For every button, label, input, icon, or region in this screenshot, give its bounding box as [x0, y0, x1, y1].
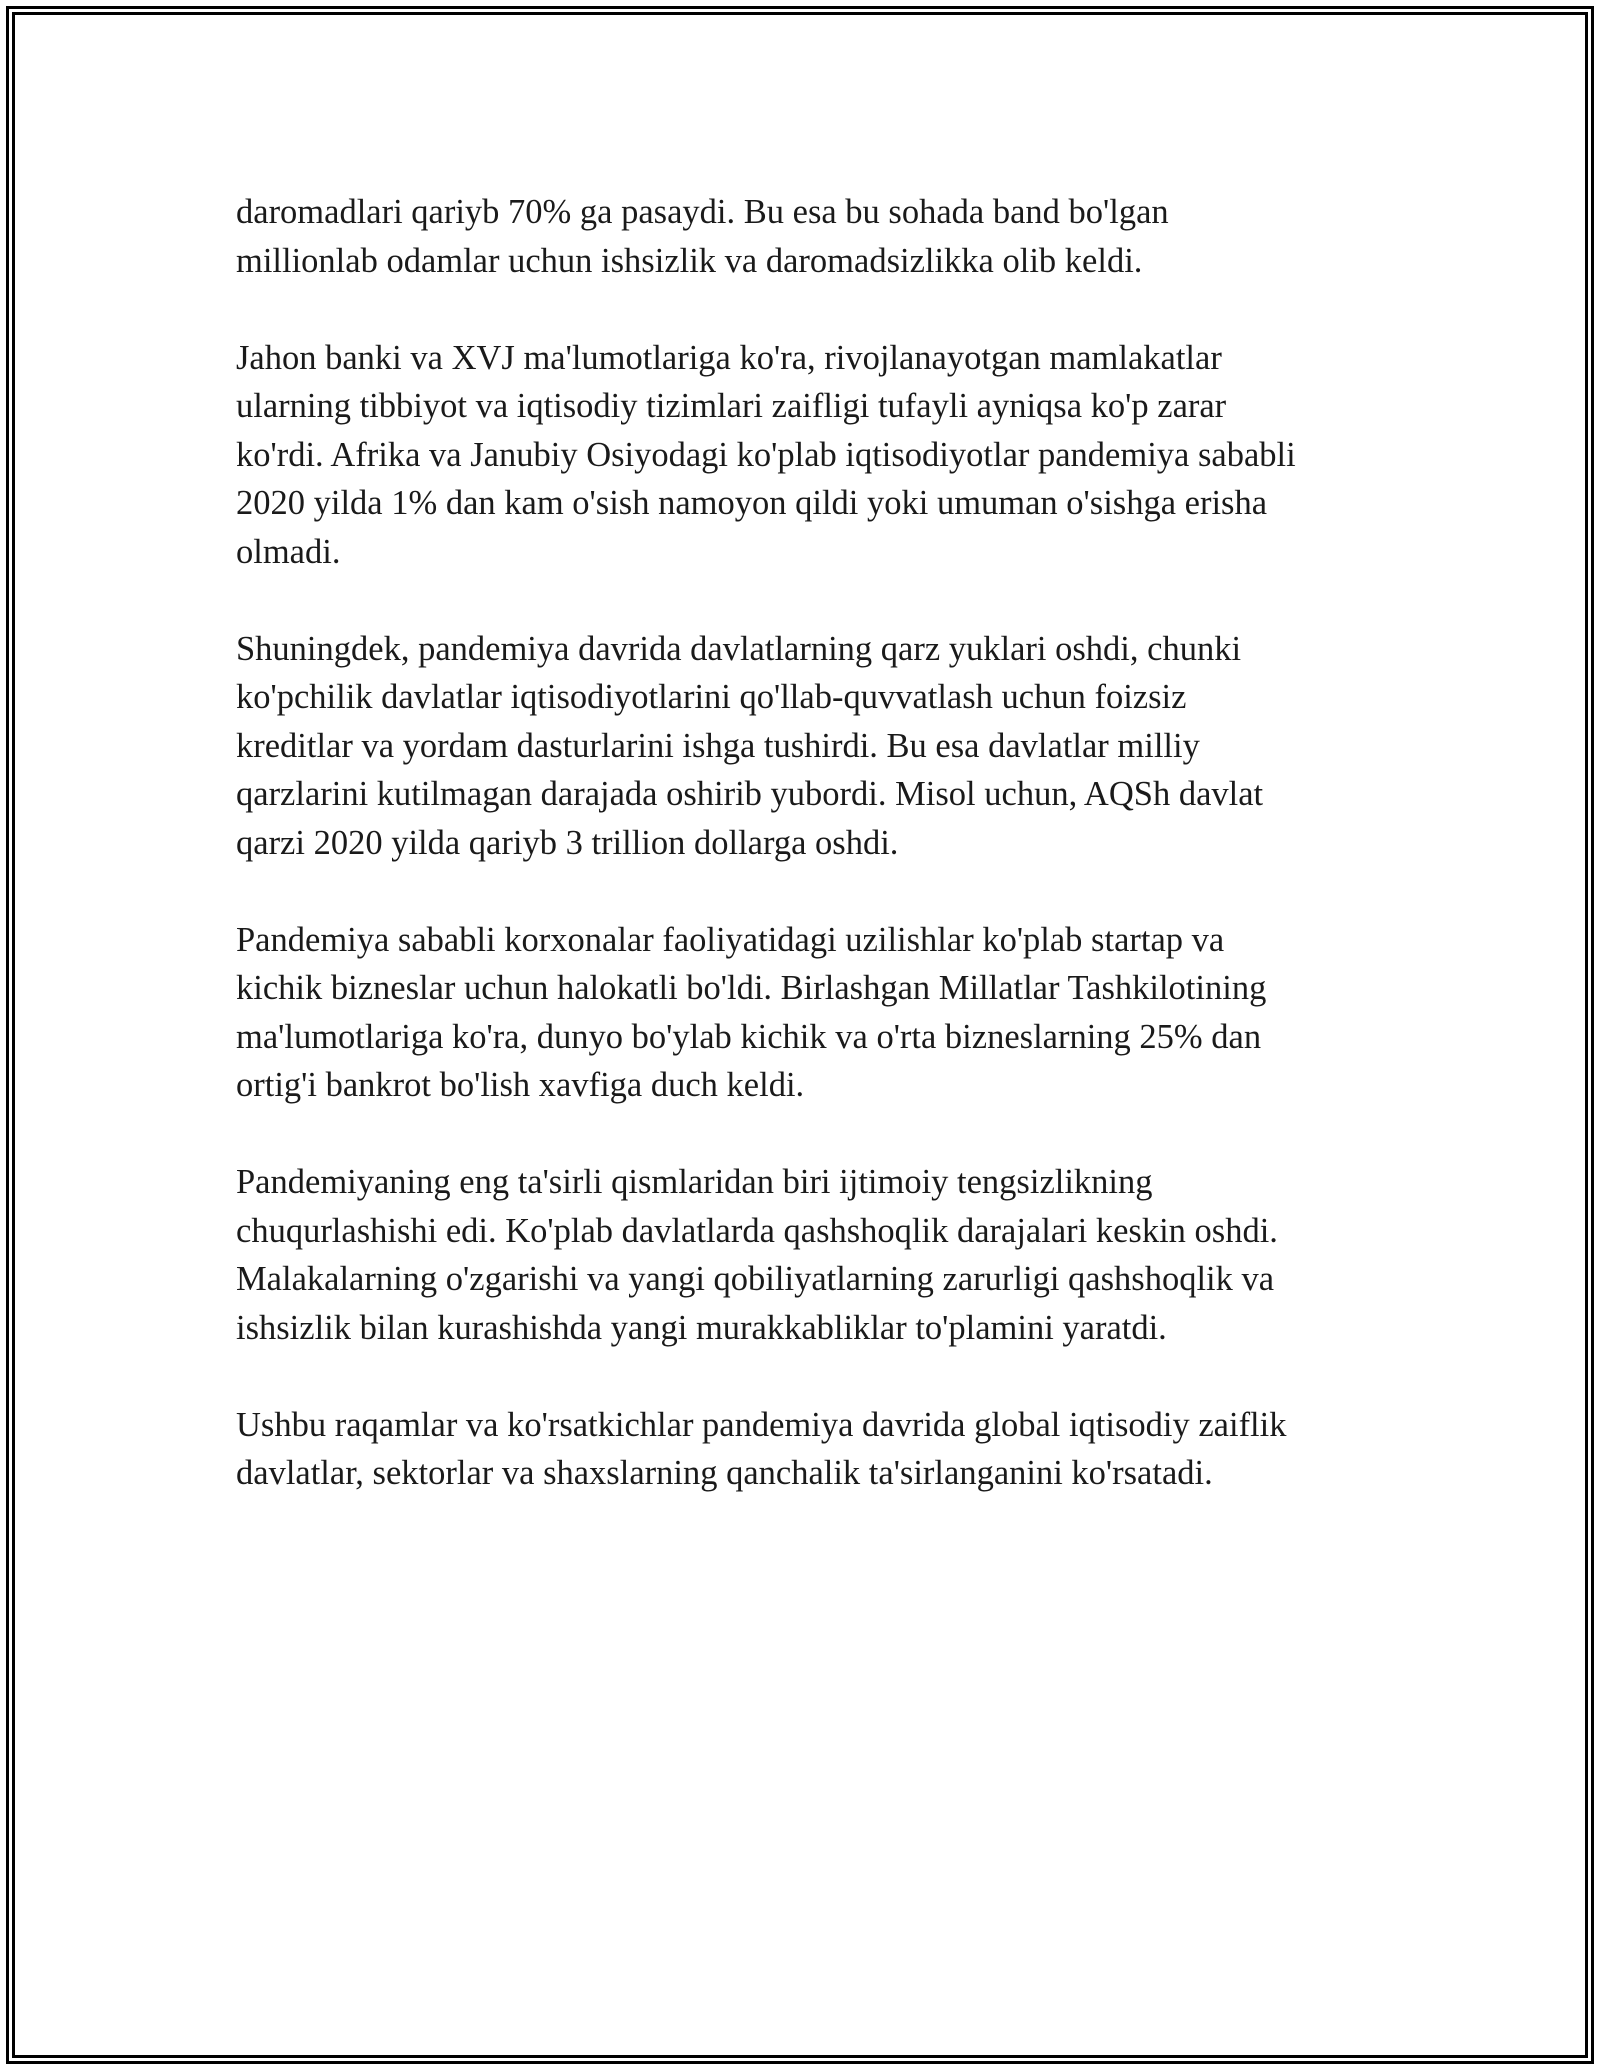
text-line: olmadi. — [236, 532, 341, 571]
text-line: Pandemiya sababli korxonalar faoliyatidagi uzilishlar ko'plab startap va — [236, 920, 1225, 959]
text-line: daromadlari qariyb 70% ga pasaydi. Bu esa bu sohada band bo'lgan — [236, 193, 1169, 231]
paragraph — [236, 1158, 1386, 1352]
text-line: qarzi 2020 yilda qariyb 3 trillion dollarga oshdi. — [236, 823, 899, 862]
text-line: ko'pchilik davlatlar iqtisodiyotlarini qo'llab-quvvatlash uchun foizsiz — [236, 678, 1187, 716]
paragraph — [236, 1401, 1386, 1498]
paragraph — [236, 334, 1386, 577]
text-line: Ushbu raqamlar va ko'rsatkichlar pandemiya davrida global iqtisodiy zaiflik — [236, 1405, 1287, 1444]
paragraph — [236, 625, 1386, 868]
text-line: ortig'i bankrot bo'lish xavfiga duch keldi. — [236, 1066, 805, 1104]
text-line: kreditlar va yordam dasturlarini ishga tushirdi. Bu esa davlatlar milliy — [236, 726, 1200, 765]
document-body — [236, 188, 1386, 1546]
paragraph — [236, 916, 1386, 1110]
text-line: kichik bizneslar uchun halokatli bo'ldi. Birlashgan Millatlar Tashkilotining — [236, 969, 1267, 1007]
text-line: ularning tibbiyot va iqtisodiy tizimlari zaifligi tufayli ayniqsa ko'p zarar — [236, 387, 1227, 425]
text-line: Pandemiyaning eng ta'sirli qismlaridan biri ijtimoiy tengsizlikning — [236, 1163, 1153, 1201]
text-line: Jahon banki va XVJ ma'lumotlariga ko'ra, rivojlanayotgan mamlakatlar — [236, 338, 1222, 377]
text-line: ma'lumotlariga ko'ra, dunyo bo'ylab kichik va o'rta bizneslarning 25% dan — [236, 1017, 1262, 1056]
text-line: qarzlarini kutilmagan darajada oshirib yubordi. Misol uchun, AQSh davlat — [236, 775, 1264, 813]
text-line: davlatlar, sektorlar va shaxslarning qanchalik ta'sirlanganini ko'rsatadi. — [236, 1454, 1213, 1492]
text-line: Malakalarning o'zgarishi va yangi qobiliyatlarning zarurligi qashshoqlik va — [236, 1260, 1275, 1298]
text-line: millionlab odamlar uchun ishsizlik va daromadsizlikka olib keldi. — [236, 241, 1143, 280]
text-line: 2020 yilda 1% dan kam o'sish namoyon qildi yoki umuman o'sishga erisha — [236, 484, 1268, 522]
text-line: ishsizlik bilan kurashishda yangi murakkabliklar to'plamini yaratdi. — [236, 1308, 1167, 1347]
paragraph — [236, 188, 1386, 285]
text-line: chuqurlashishi edi. Ko'plab davlatlarda qashshoqlik darajalari keskin oshdi. — [236, 1211, 1278, 1250]
text-line: Shuningdek, pandemiya davrida davlatlarning qarz yuklari oshdi, chunki — [236, 629, 1242, 668]
text-line: ko'rdi. Afrika va Janubiy Osiyodagi ko'plab iqtisodiyotlar pandemiya sababli — [236, 435, 1296, 474]
